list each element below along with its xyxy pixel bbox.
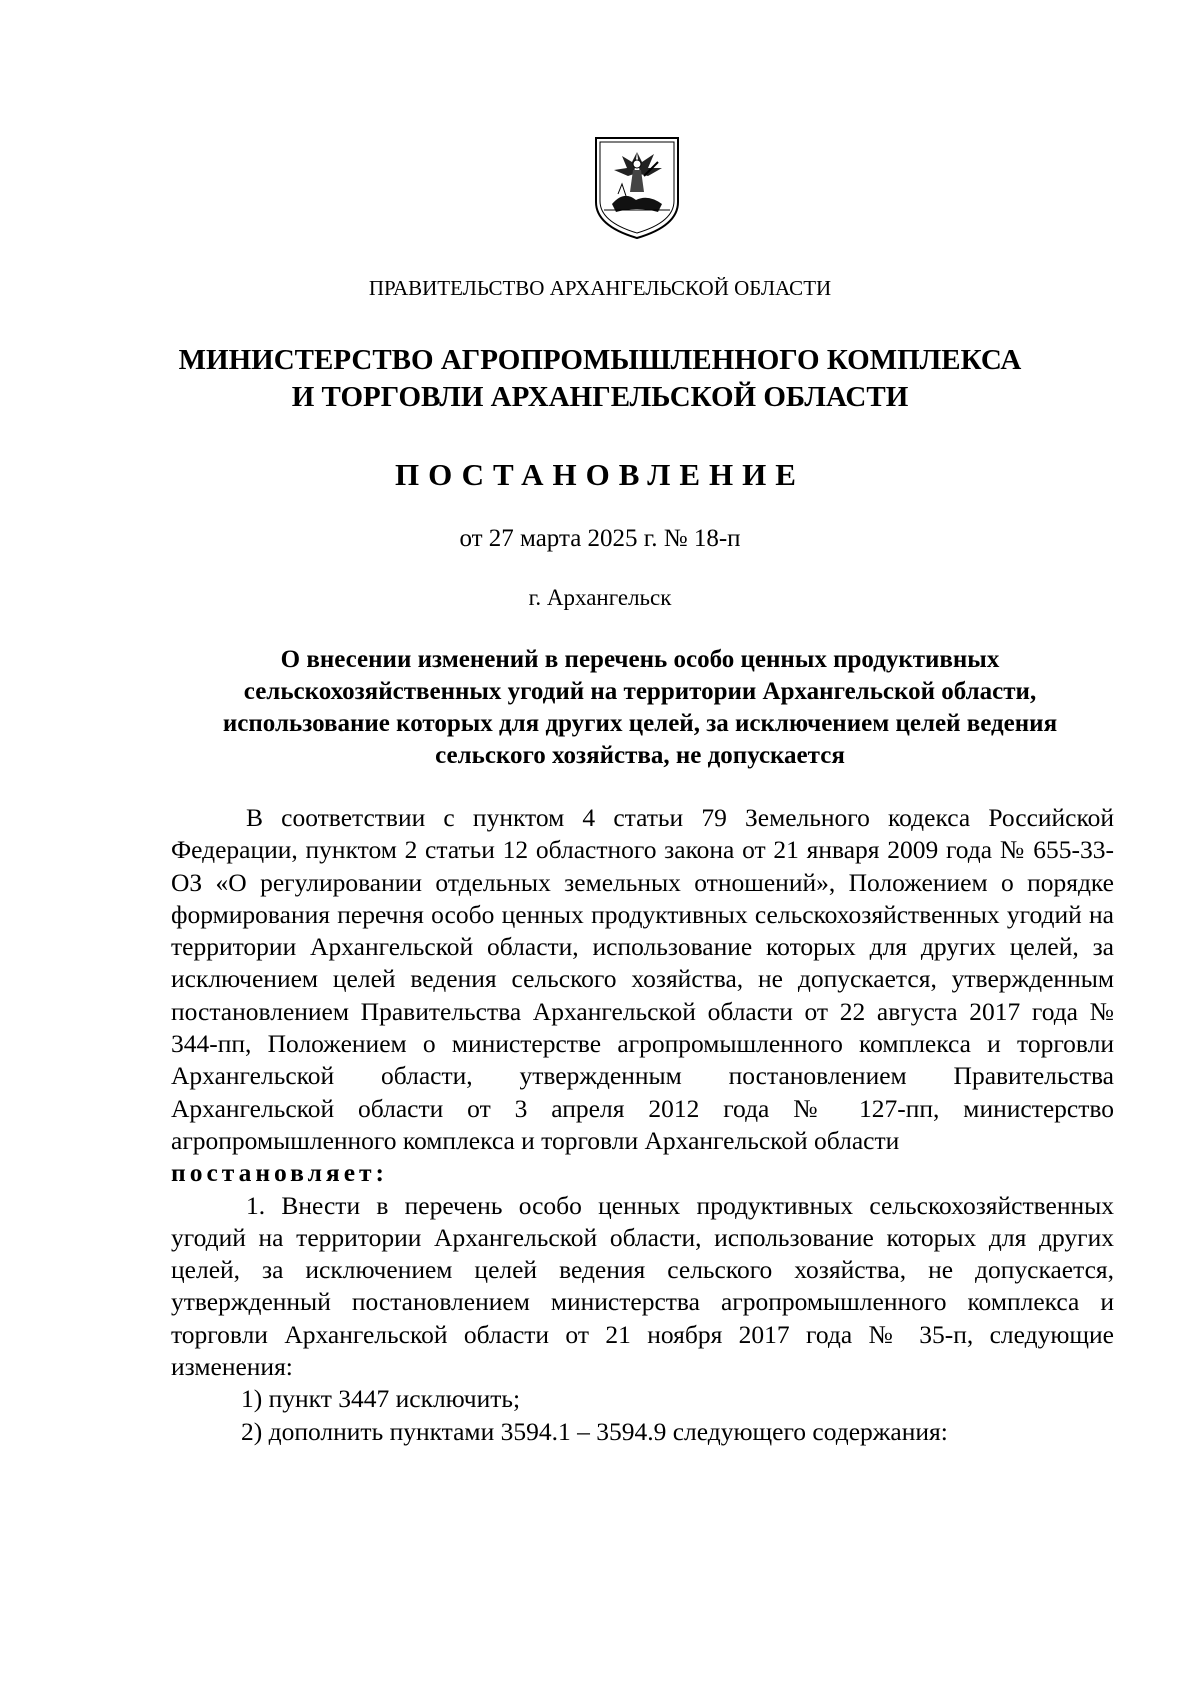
subpoint-1: 1) пункт 3447 исключить; — [241, 1384, 521, 1414]
resolves-word: постановляет: — [171, 1158, 389, 1188]
government-title: ПРАВИТЕЛЬСТВО АРХАНГЕЛЬСКОЙ ОБЛАСТИ — [368, 276, 832, 300]
point-1-paragraph: 1. Внести в перечень особо ценных продуктивных сельскохозяйственных угодий на территории Архангельской области, использование которых для других целей, за исключением целей ведения сельского хозяйства, не допускается, утвержденный постановлением министерства агропромышленного комплекса и торговли Архангельской области от 21 ноября 2017 года № 35-п, следующие изменения: — [171, 1190, 1114, 1382]
document-type: ПОСТАНОВЛЕНИЕ — [395, 457, 805, 492]
document-body — [171, 802, 1114, 1448]
ministry-title-line-2: И ТОРГОВЛИ АРХАНГЕЛЬСКОЙ ОБЛАСТИ — [291, 381, 909, 413]
preamble-paragraph: В соответствии с пунктом 4 статьи 79 Земельного кодекса Российской Федерации, пунктом 2 статьи 12 областного закона от 21 января 2009 года № 655-33-ОЗ «О регулировании отдельных земельных отношений», Положением о порядке формирования перечня особо ценных продуктивных сельскохозяйственных угодий на территории Архангельской области, использование которых для других целей, за исключением целей ведения сельского хозяйства, не допускается, утвержденным постановлением Правительства Архангельской области от 22 августа 2017 года № 344-пп, Положением о министерстве агропромышленного комплекса и торговли Архангельской области, утвержденным постановлением Правительства Архангельской области от 3 апреля 2012 года № 127-пп, министерство агропромышленного комплекса и торговли Архангельской области — [171, 803, 1114, 1155]
subpoint-2: 2) дополнить пунктами 3594.1 – 3594.9 следующего содержания: — [241, 1416, 948, 1446]
ministry-title — [0, 342, 1200, 416]
coat-of-arms-emblem — [592, 134, 682, 242]
date-and-number: от 27 марта 2025 г. № 18-п — [459, 525, 741, 552]
document-subject: О внесении изменений в перечень особо ценных продуктивных сельскохозяйственных угодий на территории Архангельской области, использование которых для других целей, за исключением целей ведения сельского хозяйства, не допускается — [222, 646, 1058, 769]
city: г. Архангельск — [528, 585, 672, 610]
ministry-title-line-1: МИНИСТЕРСТВО АГРОПРОМЫШЛЕННОГО КОМПЛЕКСА — [178, 344, 1022, 376]
